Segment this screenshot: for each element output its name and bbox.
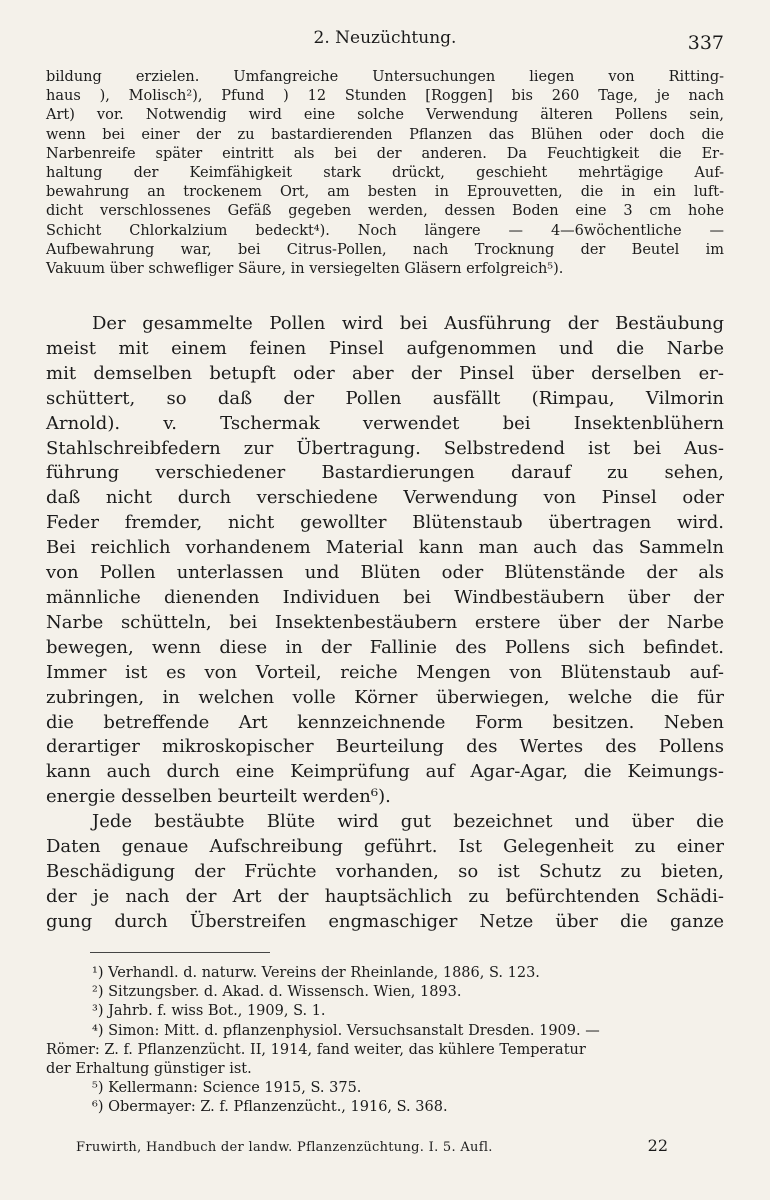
text-line: gung durch Überstreifen engmaschiger Netze über die ganze — [46, 910, 724, 932]
text-line: bildung erzielen. Umfangreiche Untersuchungen liegen von Ritting- — [46, 69, 724, 85]
text-line: meist mit einem feinen Pinsel aufgenommen und die Narbe — [46, 337, 724, 359]
footnote: ⁶) Obermayer: Z. f. Pflanzenzücht., 1916, S. 368. — [92, 1099, 448, 1116]
text-line: von Pollen unterlassen und Blüten oder Blütenstände der als — [46, 562, 724, 584]
text-line: männliche dienenden Individuen bei Windbestäubern über der — [46, 586, 724, 608]
text-line: Daten genaue Aufschreibung geführt. Ist Gelegenheit zu einer — [46, 836, 724, 858]
footnote-continuation: Römer: Z. f. Pflanzenzücht. II, 1914, fand weiter, das kühlere Temperatur — [46, 1041, 586, 1058]
text-line: Der gesammelte Pollen wird bei Ausführung der Bestäubung — [92, 313, 724, 334]
footnote: ⁴) Simon: Mitt. d. pflanzenphysiol. Versuchsanstalt Dresden. 1909. — — [92, 1022, 600, 1039]
paragraph-2 — [46, 810, 724, 935]
text-line: Narbenreife später eintritt als bei der anderen. Da Feuchtigkeit die Er- — [46, 145, 724, 162]
text-line: dicht verschlossenes Gefäß gegeben werden, dessen Boden eine 3 cm hohe — [46, 203, 724, 220]
text-line: der je nach der Art der hauptsächlich zu befürchtenden Schädi- — [46, 885, 724, 907]
footnote: ³) Jahrb. f. wiss Bot., 1909, S. 1. — [92, 1003, 326, 1020]
footer-citation: Fruwirth, Handbuch der landw. Pflanzenzüchtung. I. 5. Aufl. — [76, 1140, 493, 1155]
text-line: die betreffende Art kennzeichnende Form besitzen. Neben — [46, 711, 724, 733]
page-number: 337 — [687, 32, 724, 54]
paragraph-1 — [46, 312, 724, 810]
text-line: derartiger mikroskopischer Beurteilung des Wertes des Pollens — [46, 736, 724, 758]
footnote-divider — [90, 952, 270, 953]
text-line: Beschädigung der Früchte vorhanden, so ist Schutz zu bieten, — [46, 860, 724, 882]
running-head: 2. Neuzüchtung. — [313, 28, 457, 48]
page-header — [0, 28, 770, 52]
footnote: ¹) Verhandl. d. naturw. Vereins der Rheinlande, 1886, S. 123. — [92, 965, 540, 981]
text-line: Vakuum über schwefliger Säure, in versiegelten Gläsern erfolgreich⁵). — [46, 261, 564, 278]
footnote: ²) Sitzungsber. d. Akad. d. Wissensch. Wien, 1893. — [92, 984, 462, 1001]
text-line: Arnold). v. Tschermak verwendet bei Insektenblühern — [46, 412, 724, 434]
text-line: Stahlschreibfedern zur Übertragung. Selbstredend ist bei Aus- — [46, 437, 724, 459]
text-line: Narbe schütteln, bei Insektenbestäubern erstere über der Narbe — [46, 611, 724, 633]
text-line: Aufbewahrung war, bei Citrus-Pollen, nach Trocknung der Beutel im — [46, 241, 724, 258]
text-line: führung verschiedener Bastardierungen darauf zu sehen, — [46, 462, 724, 484]
text-line: Schicht Chlorkalzium bedeckt⁴). Noch längere — 4—6wöchentliche — — [46, 222, 724, 239]
text-line: bewahrung an trockenem Ort, am besten in Eprouvetten, die in ein luft- — [46, 184, 724, 201]
text-line: haus ), Molisch²), Pfund ) 12 Stunden [Roggen] bis 260 Tage, je nach — [46, 88, 724, 105]
footnotes — [46, 964, 724, 1118]
text-line: schüttert, so daß der Pollen ausfällt (Rimpau, Vilmorin — [46, 387, 724, 409]
text-line: zubringen, in welchen volle Körner überwiegen, welche die für — [46, 686, 724, 708]
text-line: wenn bei einer der zu bastardierenden Pflanzen das Blühen oder doch die — [46, 126, 724, 143]
text-line: bewegen, wenn diese in der Fallinie des Pollens sich befindet. — [46, 636, 724, 658]
text-line: mit demselben betupft oder aber der Pinsel über derselben er- — [46, 362, 724, 384]
text-line: daß nicht durch verschiedene Verwendung von Pinsel oder — [46, 487, 724, 509]
main-text — [46, 312, 724, 935]
text-line: kann auch durch eine Keimprüfung auf Agar-Agar, die Keimungs- — [46, 761, 724, 783]
signature-mark: 22 — [647, 1136, 668, 1155]
text-line: Bei reichlich vorhandenem Material kann man auch das Sammeln — [46, 537, 724, 559]
text-line: Art) vor. Notwendig wird eine solche Verwendung älteren Pollens sein, — [46, 107, 724, 124]
footnote-continuation: der Erhaltung günstiger ist. — [46, 1061, 252, 1078]
text-line: Jede bestäubte Blüte wird gut bezeichnet und über die — [92, 811, 724, 833]
text-line: haltung der Keimfähigkeit stark drückt, geschieht mehrtägige Auf- — [46, 165, 724, 182]
text-line: energie desselben beurteilt werden⁶). — [46, 786, 391, 808]
text-line: Feder fremder, nicht gewollter Blütenstaub übertragen wird. — [46, 512, 724, 534]
small-type-paragraph — [46, 68, 724, 279]
footnote: ⁵) Kellermann: Science 1915, S. 375. — [92, 1080, 362, 1097]
text-line: Immer ist es von Vorteil, reiche Mengen von Blütenstaub auf- — [46, 661, 724, 683]
